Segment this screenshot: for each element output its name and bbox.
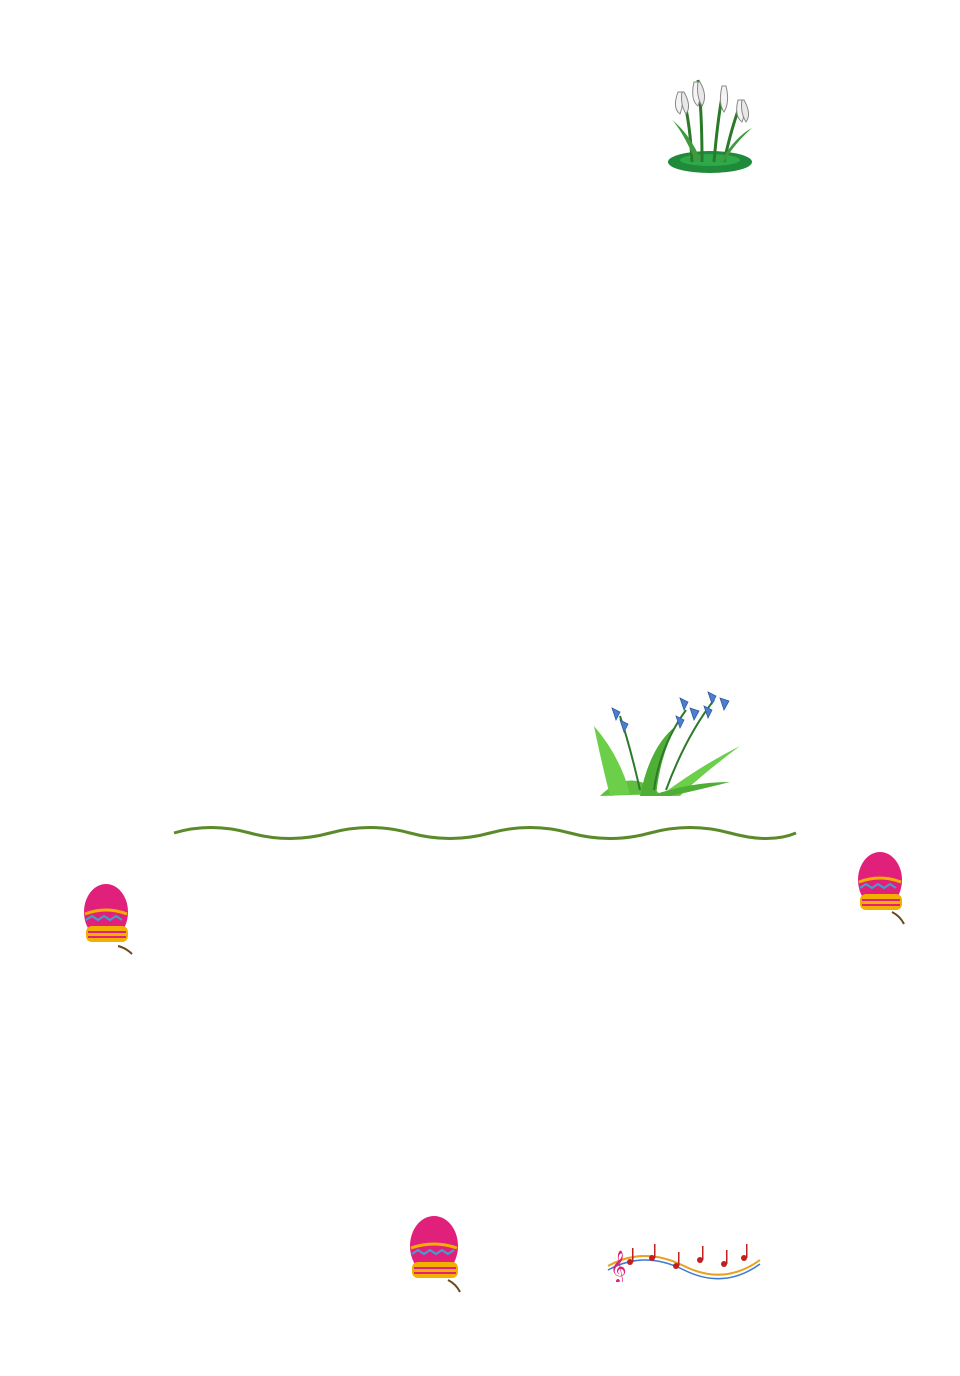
easter-egg-right-image — [852, 850, 912, 928]
easter-egg-left-image — [80, 882, 136, 956]
bluebell-flowers-image — [590, 686, 750, 798]
vine-divider — [170, 818, 800, 848]
snowdrop-flowers-image — [662, 70, 758, 174]
svg-text:𝄞: 𝄞 — [610, 1250, 627, 1282]
music-notes-decoration — [604, 1240, 764, 1282]
easter-egg-bottom-image — [404, 1214, 466, 1294]
